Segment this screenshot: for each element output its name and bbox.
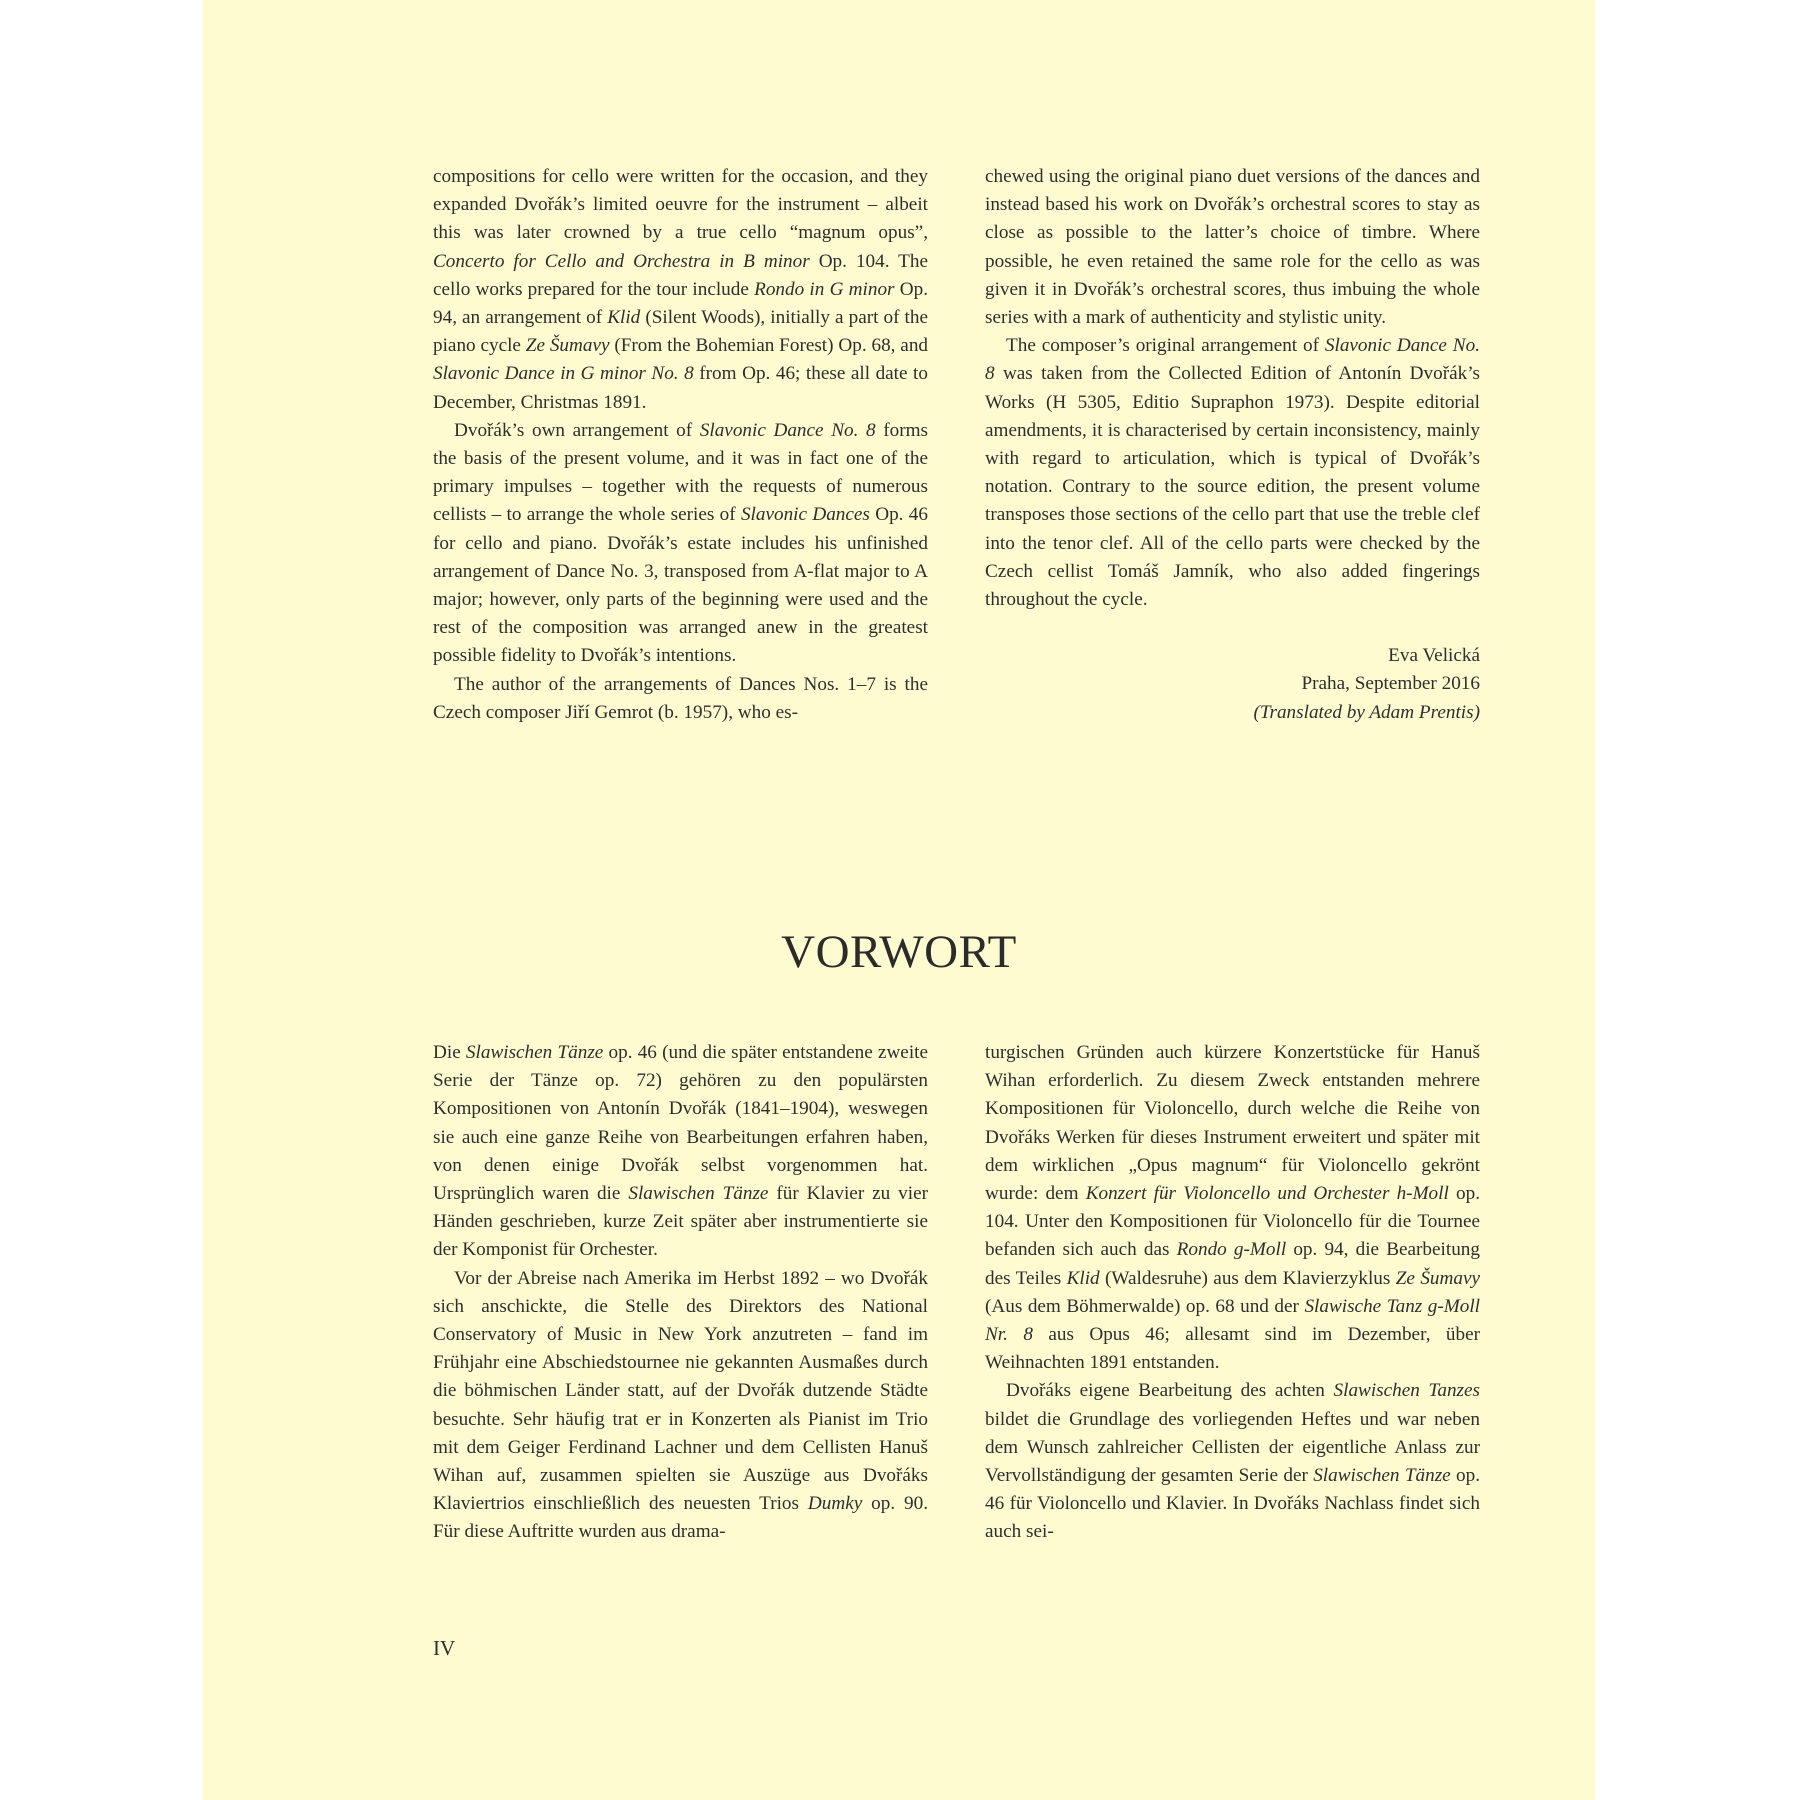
page-number: IV [433, 1636, 456, 1660]
signature-translator: (Translated by Adam Prentis) [1253, 701, 1480, 723]
paragraph: chewed using the original piano duet versions of the dances and instead based his work on Dvořák’s orchestral scores to stay as close as possible to the latter’s choice of timbre. Where possible, he even retained the same role for the cello as was given it in Dvořák’s orchestral scores, thus imbuing the whole series with a mark of authenticity and stylistic unity. [985, 166, 1480, 329]
page [203, 0, 1595, 1800]
paragraph: Vor der Abreise nach Amerika im Herbst 1892 – wo Dvořák sich anschickte, die Stelle des Direktors des National Conservatory of Music in New York anzutreten – fand im Frühjahr eine Abschiedstournee nie gekannten Ausmaßes durch die böhmischen Länder statt, auf der Dvořák dutzende Städte besuchte. Sehr häufig trat er in Konzerten als Pianist im Trio mit dem Geiger Ferdinand Lachner und dem Cellisten Hanuš Wihan auf, zusammen spielten sie Auszüge aus Dvořáks Klaviertrios einschließlich des neuesten Trios Dumky op. 90. Für diese Auftritte wurden aus drama- [433, 1267, 928, 1543]
german-right-column [985, 1039, 1480, 1547]
paragraph: Dvořáks eigene Bearbeitung des achten Slawischen Tanzes bildet die Grundlage des vorliegenden Heftes und war neben dem Wunsch zahlreicher Cellisten der eigentliche Anlass zur Vervollständigung der gesamten Serie der Slawischen Tänze op. 46 für Violoncello und Klavier. In Dvořáks Nachlass findet sich auch sei- [985, 1380, 1480, 1543]
paragraph: compositions for cello were written for the occasion, and they expanded Dvořák’s limited oeuvre for the instrument – albeit this was later crowned by a true cello “magnum opus”, Concerto for Cello and Orchestra in B minor Op. 104. The cello works prepared for the tour include Rondo in G minor Op. 94, an arrangement of Klid (Silent Woods), initially a part of the piano cycle Ze Šumavy (From the Bohemian Forest) Op. 68, and Slavonic Dance in G minor No. 8 from Op. 46; these all date to December, Christmas 1891. [433, 166, 929, 413]
section-heading: VORWORT [781, 926, 1017, 978]
english-right-column [985, 163, 1480, 727]
paragraph: The composer’s original arrangement of Slavonic Dance No. 8 was taken from the Collected Edition of Antonín Dvořák’s Works (H 5305, Editio Supraphon 1973). Despite editorial amendments, it is characterised by certain inconsistency, mainly with regard to articulation, which is typical of Dvořák’s notation. Contrary to the source edition, the present volume transposes those sections of the cello part that use the treble clef into the tenor clef. All of the cello parts were checked by the Czech cellist Tomáš Jamník, who also added fingerings throughout the cycle. [985, 335, 1480, 611]
paragraph: Dvořák’s own arrangement of Slavonic Dance No. 8 forms the basis of the present volume, and it was in fact one of the primary impulses – together with the requests of numerous cellists – to arrange the whole series of Slavonic Dances Op. 46 for cello and piano. Dvořák’s estate includes his unfinished arrangement of Dance No. 3, transposed from A-flat major to A major; however, only parts of the beginning were used and the rest of the composition was arranged anew in the greatest possible fidelity to Dvořák’s intentions. [433, 419, 929, 667]
german-left-column [433, 1039, 928, 1547]
paragraph: turgischen Gründen auch kürzere Konzertstücke für Hanuš Wihan erforderlich. Zu diesem Zweck entstanden mehrere Kompositionen für Violoncello, durch welche die Reihe von Dvořáks Werken für dieses Instrument erweitert und später mit dem wirklichen „Opus magnum“ für Violoncello gekrönt wurde: dem Konzert für Violoncello und Orchester h-Moll op. 104. Unter den Kompositionen für Violoncello für die Tournee befanden sich auch das Rondo g-Moll op. 94, die Bearbeitung des Teiles Klid (Waldesruhe) aus dem Klavierzyklus Ze Šumavy (Aus dem Böhmerwalde) op. 68 und der Slawische Tanz g-Moll Nr. 8 aus Opus 46; allesamt sind im Dezember, über Weihnachten 1891 entstanden. [985, 1042, 1481, 1374]
paragraph: Die Slawischen Tänze op. 46 (und die später entstandene zweite Serie der Tänze op. 72) gehören zu den populärsten Kompositionen von Antonín Dvořák (1841–1904), weswegen sie auch eine ganze Reihe von Bearbeitungen erfahren haben, von denen einige Dvořák selbst vorgenommen hat. Ursprünglich waren die Slawischen Tänze für Klavier zu vier Händen geschrieben, kurze Zeit später aber instrumentierte sie der Komponist für Orchester. [433, 1042, 928, 1261]
signature-place-date: Praha, September 2016 [1301, 673, 1480, 695]
english-left-column [433, 163, 928, 727]
paragraph: The author of the arrangements of Dances Nos. 1–7 is the Czech composer Jiří Gemrot (b. 1957), who es- [433, 673, 928, 723]
signature-name: Eva Velická [1388, 645, 1480, 667]
